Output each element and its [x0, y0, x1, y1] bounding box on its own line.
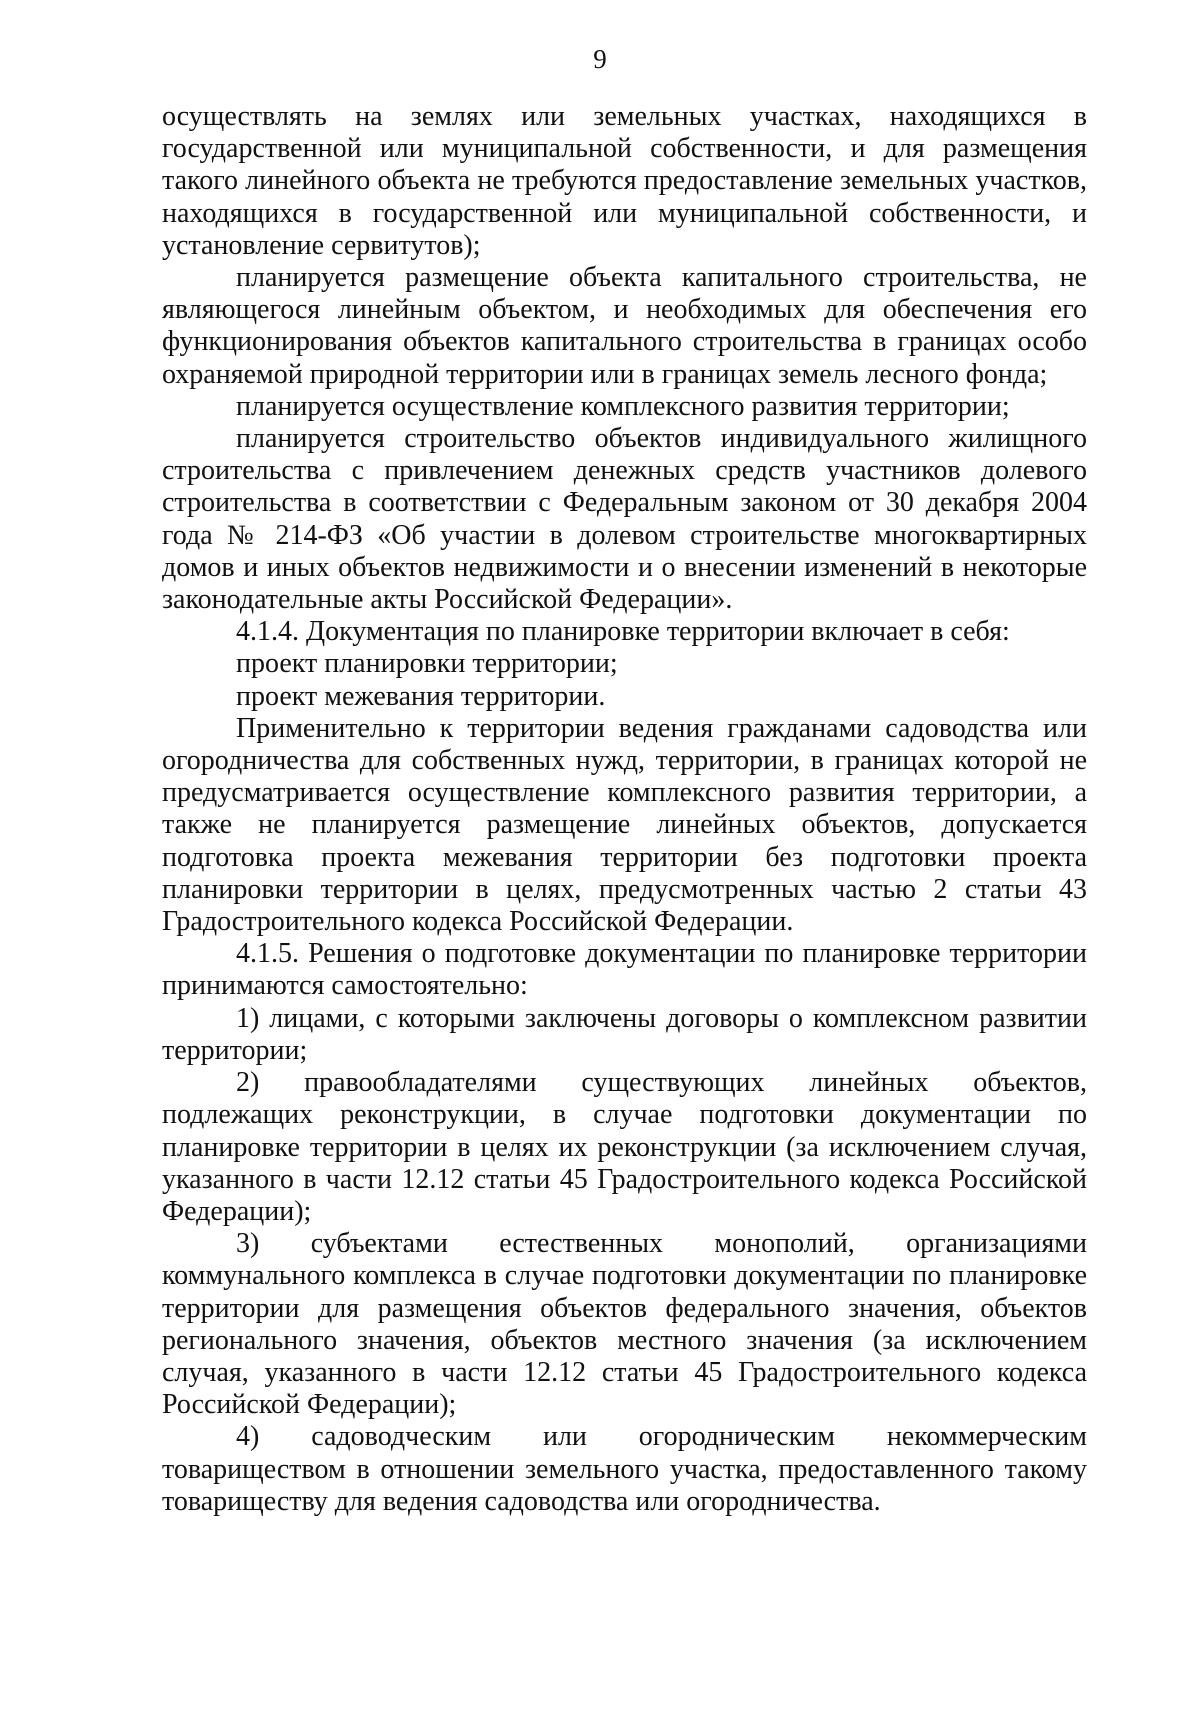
list-item-4: 4) садоводческим или огородническим некоммерческим товариществом в отношении земельного участка, предоставленного такому товариществу для ведения садоводства или огородничества. — [162, 1421, 1087, 1517]
page-number: 9 — [593, 44, 607, 74]
paragraph-gardening-territory: Применительно к территории ведения гражданами садоводства или огородничества для собственных нужд, территории, в границах которой не предусматривается осуществление комплексного развития территории, а также не планируется размещение линейных объектов, допускается подготовка проекта межевания территории без подготовки проекта планировки территории в целях, предусмотренных частью 2 статьи 43 Градостроительного кодекса Российской Федерации. — [162, 712, 1087, 938]
paragraph-surveying-project: проект межевания территории. — [236, 680, 606, 712]
paragraph-complex-development: планируется осуществление комплексного развития территории; — [236, 390, 1010, 422]
list-item-2: 2) правообладателями существующих линейных объектов, подлежащих реконструкции, в случае подготовки документации по планировке территории в целях их реконструкции (за исключением случая, указанного в части 12.12 статьи 45 Градостроительного кодекса Российской Федерации); — [162, 1067, 1087, 1227]
list-item-3: 3) субъектами естественных монополий, организациями коммунального комплекса в случае подготовки документации по планировке территории для размещения объектов федерального значения, объектов регионального значения, объектов местного значения (за исключением случая, указанного в части 12.12 статьи 45 Градостроительного кодекса Российской Федерации); — [162, 1228, 1087, 1421]
document-body — [162, 101, 1087, 1518]
paragraph-4-1-4: 4.1.4. Документация по планировке территории включает в себя: — [236, 616, 1010, 648]
paragraph-planning-project: проект планировки территории; — [236, 648, 618, 680]
paragraph-individual-housing: планируется строительство объектов индивидуального жилищного строительства с привлечением денежных средств участников долевого строительства в соответствии с Федеральным законом от 30 декабря 2004 года № 214-ФЗ «Об участии в долевом строительстве многоквартирных домов и иных объектов недвижимости и о внесении изменений в некоторые законодательные акты Российской Федерации». — [162, 423, 1087, 616]
list-item-1: 1) лицами, с которыми заключены договоры о комплексном развитии территории; — [162, 1002, 1087, 1066]
paragraph-continuation: осуществлять на землях или земельных участках, находящихся в государственной или муниципальной собственности, и для размещения такого линейного объекта не требуются предоставление земельных участков, находящихся в государственной или муниципальной собственности, и установление сервитутов); — [162, 101, 1087, 261]
paragraph-4-1-5: 4.1.5. Решения о подготовке документации по планировке территории принимаются самостоятельно: — [162, 938, 1087, 1002]
paragraph-capital-construction: планируется размещение объекта капитального строительства, не являющегося линейным объектом, и необходимых для обеспечения его функционирования объектов капитального строительства в границах особо охраняемой природной территории или в границах земель лесного фонда; — [162, 262, 1087, 390]
